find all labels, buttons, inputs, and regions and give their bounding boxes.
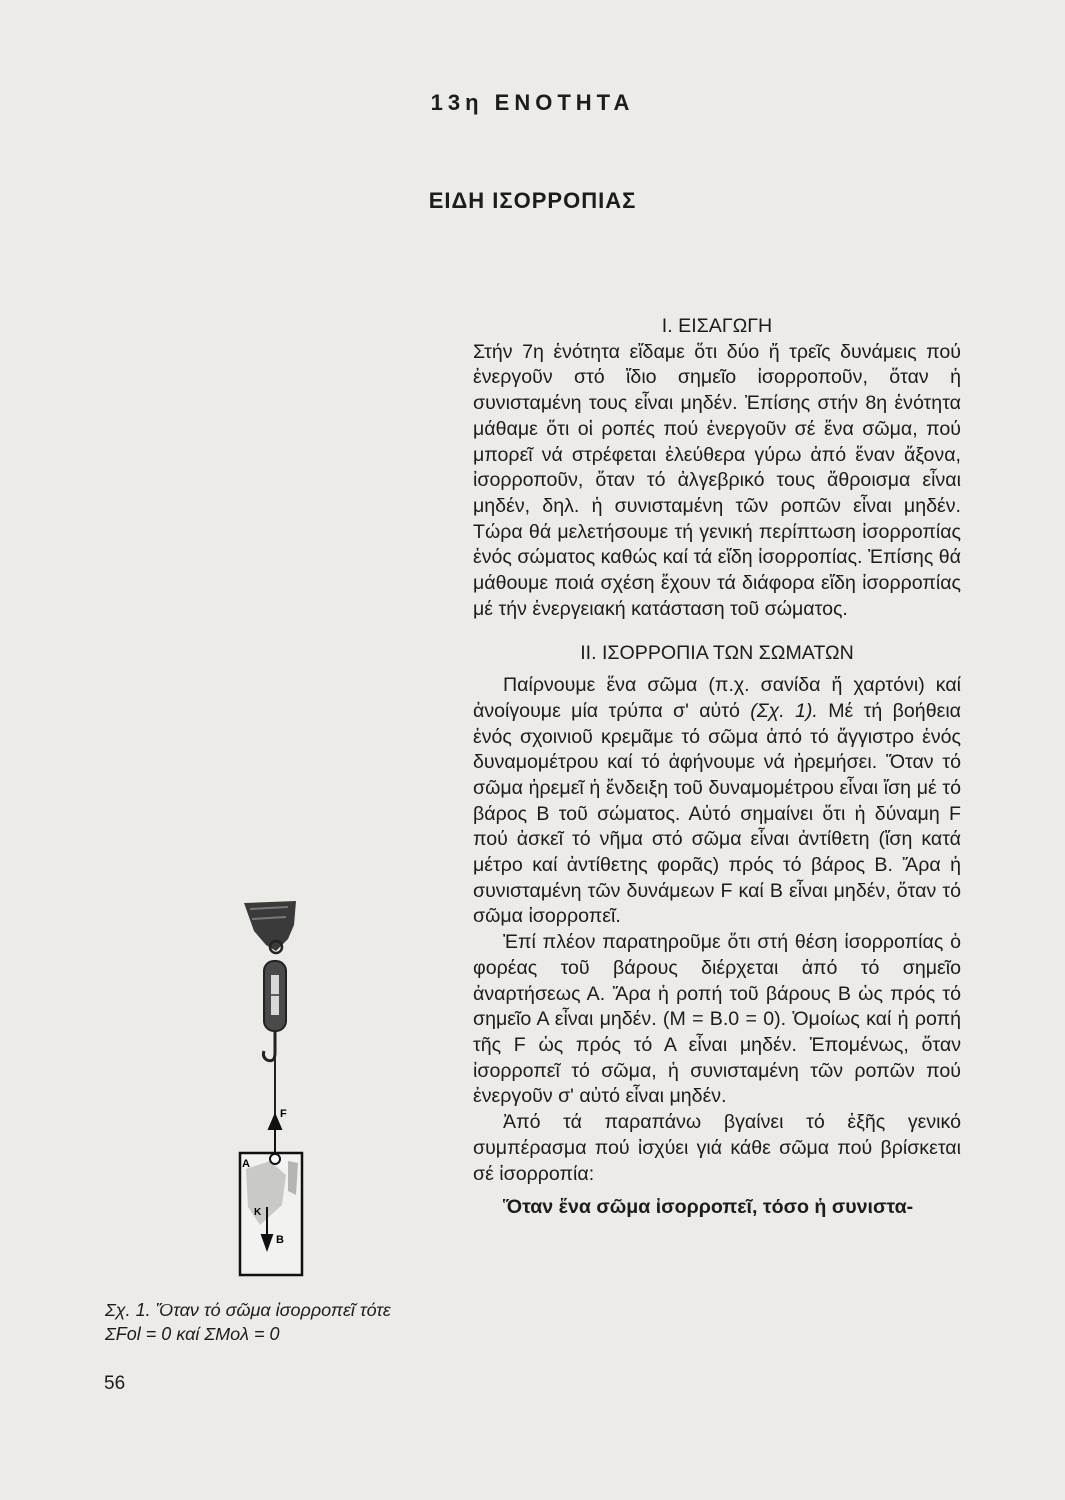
page-number: 56 (104, 1373, 126, 1394)
hook-icon (263, 1031, 275, 1061)
label-b: B (276, 1234, 284, 1246)
experiment-text-start: Παίρνουμε ἕνα σῶμα (π.χ. σανίδα ἤ χαρτόνι) καί ἀνοίγουμε μία τρύπα σ' αὐτό (473, 674, 961, 722)
section-heading-introduction: Ι. ΕΙΣΑΓΩΓΗ (661, 315, 773, 337)
force-f-arrow (269, 1115, 281, 1157)
bold-statement: Ὅταν ἕνα σῶμα ἰσορροπεῖ, τόσο ἡ συνιστα- (503, 1196, 914, 1219)
chapter-title: ΕΙΔΗ ΙΣΟΡΡΟΠΙΑΣ (428, 188, 637, 213)
label-a: A (242, 1158, 250, 1170)
paragraph-conclusion: Ἀπό τά παραπάνω βγαίνει τό ἑξῆς γενικό συμπέρασμα πού ἰσχύει γιά κάθε σῶμα πού βρίσκεται σέ ἰσορροπία: (473, 1111, 961, 1185)
caption-line-1: Σχ. 1. Ὅταν τό σῶμα ἰσορροπεῖ τότε (105, 1300, 391, 1320)
figure-reference: (Σχ. 1). (750, 699, 818, 722)
paragraph-experiment (473, 673, 961, 930)
experiment-text-rest: Μέ τή βοήθεια ἑνός σχοινιοῦ κρεμᾶμε τό σῶμα ἀπό τό ἄγγιστρο ἑνός δυναμομέτρου καί τό ἀφήνουμε νά ἠρεμήσει. Ὅταν τό σῶμα ἠρεμεῖ ἡ ἔνδειξη τοῦ δυναμομέτρου εἶναι ἴση μέ τό βάρος Β τοῦ σώματος. Αὐτό σημαίνει ὅτι ἡ δύναμη F πού ἀσκεῖ τό νῆμα στό σῶμα εἶναι ἀντίθετη (ἴση κατά μέτρο καί ἀντίθετης φορᾶς) πρός τό βάρος Β. Ἄρα ἡ συνισταμένη τῶν δυνάμεων F καί Β εἶναι μηδέν, ὅταν τό σῶμα ἰσορροπεῖ. (473, 699, 962, 928)
caption-line-2: ΣFol = 0 καί ΣΜολ = 0 (105, 1324, 280, 1344)
introduction-paragraph: Στήν 7η ἑνότητα εἴδαμε ὅτι δύο ἤ τρεῖς δυνάμεις πού ἐνεργοῦν στό ἴδιο σημεῖο ἰσορροποῦν, ὅταν ἡ συνισταμένη τους εἶναι μηδέν. Ἐπίσης στήν 8η ἑνότητα μάθαμε ὅτι οἱ ροπές πού ἐνεργοῦν σέ ἕνα σῶμα, πού μπορεῖ νά στρέφεται ἐλεύθερα γύρω ἀπό ἕναν ἄξονα, ἰσορροποῦν, ὅταν τό ἀλγεβρικό τους ἄθροισμα εἶναι μηδέν, δηλ. ἡ συνισταμένη τῶν ροπῶν εἶναι μηδέν. Τώρα θά μελετήσουμε τή γενική περίπτωση ἰσορροπίας ἑνός σώματος καθώς καί τά εἴδη ἰσορροπίας. Ἐπίσης θά μάθουμε ποιά σχέση ἔχουν τά διάφορα εἴδη ἰσορροπίας μέ τήν ἐνεργειακή κατάσταση τοῦ σώματος. (473, 340, 961, 620)
unit-title: 13η ΕΝΟΤΗΤΑ (430, 90, 635, 115)
figure-spring-scale (230, 895, 320, 1280)
label-f: F (280, 1108, 287, 1120)
main-text-column (473, 314, 961, 1221)
section-heading-equilibrium-of-bodies: ΙΙ. ΙΣΟΡΡΟΠΙΑ ΤΩΝ ΣΩΜΑΤΩΝ (580, 642, 854, 665)
figure-caption (105, 1298, 465, 1346)
label-k: K (254, 1207, 262, 1218)
paragraph-moments: Ἐπί πλέον παρατηροῦμε ὅτι στή θέση ἰσορροπίας ὁ φορέας τοῦ βάρους διέρχεται ἀπό τό σημεῖο ἀναρτήσεως Α. Ἄρα ἡ ροπή τοῦ βάρους Β ὡς πρός τό σημεῖο Α εἶναι μηδέν. (Μ = Β.0 = 0). Ὁμοίως καί ἡ ροπή τῆς F ὡς πρός τό Α εἶναι μηδέν. Ἐπομένως, ὅταν ἰσορροπεῖ τό σῶμα, ἡ συνισταμένη τῶν ροπῶν πού ἐνεργοῦν σ' αὐτό εἶναι μηδέν. (473, 931, 961, 1108)
